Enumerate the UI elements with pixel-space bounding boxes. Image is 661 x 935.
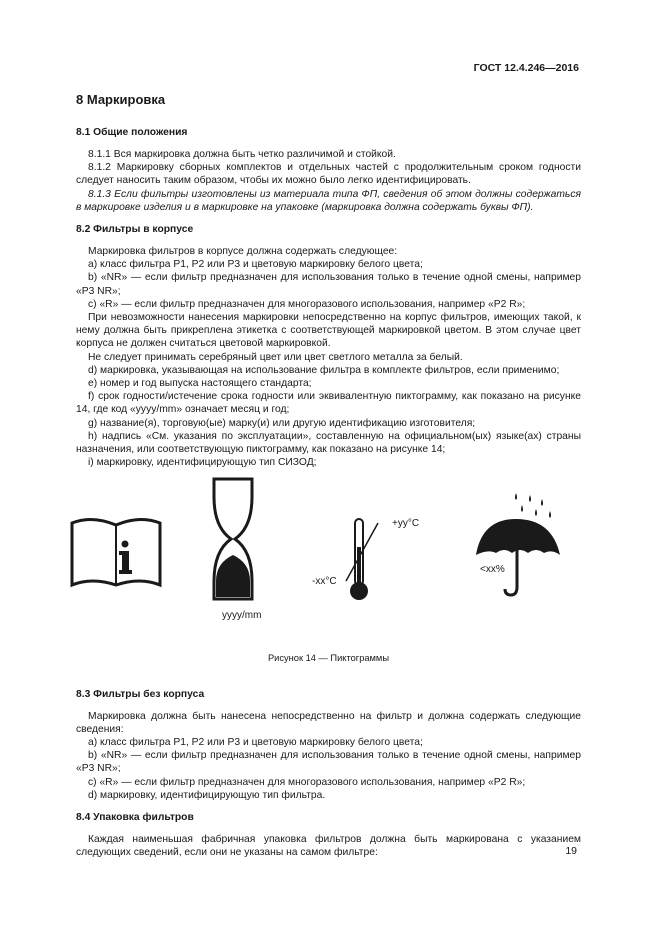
thermometer-icon [342,517,382,603]
s82-note: При невозможности нанесения маркировки непосредственно на корпус фильтров, имеющих такой, к нему должна быть прикреплена этикетка с соответствующей маркировкой цветом. В этом случае цвет корпуса не должен считаться цветовой маркировкой. [76,312,581,350]
paragraph-8-4: Каждая наименьшая фабричная упаковка фильтров должна быть маркирована с указанием следующих сведений, если они не указаны на самом фильтре: [76,834,581,859]
s82-item-d: d) маркировка, указывающая на использование фильтра в комплекте фильтров, если применимо; [88,364,560,376]
hourglass-icon [208,475,258,605]
section-8-2-title: 8.2 Фильтры в корпусе [76,224,194,236]
page-content [76,91,581,860]
s83-item-d: d) маркировку, идентифицирующую тип фильтра. [88,789,326,801]
umbrella-rain-icon [474,491,564,601]
s82-item-c: c) «R» — если фильтр предназначен для многоразового использования, например «P2 R»; [88,298,526,310]
paragraph-8-1-1: 8.1.1 Вся маркировка должна быть четко различимой и стойкой. [88,149,396,160]
s83-item-c: c) «R» — если фильтр предназначен для многоразового использования, например «P2 R»; [88,776,526,788]
s83-item-a: a) класс фильтра Р1, Р2 или Р3 и цветовую маркировку белого цвета; [88,737,423,749]
section-8-1-title: 8.1 Общие положения [76,127,188,138]
s83-line: Маркировка должна быть нанесена непосредственно на фильтр и должна содержать следующие сведения: [76,710,581,735]
s82-item-i: i) маркировку, идентифицирующую тип СИЗОД; [88,457,317,469]
section-8-3-title: 8.3 Фильтры без корпуса [76,688,205,700]
s83-item-b: b) «NR» — если фильтр предназначен для использования только в течение одной смены, например «P3 NR»; [76,750,581,775]
book-info-icon [68,515,164,589]
paragraph-8-1-3: 8.1.3 Если фильтры изготовлены из материала типа ФП, сведения об этом должны содержаться в маркировке изделия и в маркировке на упаковке (маркировка должна содержать буквы ФП). [76,188,581,213]
s82-note-2: Не следует принимать серебряный цвет или цвет светлого металла за белый. [88,351,463,363]
figure-14-caption: Рисунок 14 — Пиктограммы [267,653,390,664]
min-temperature-label: -xx°C [312,576,337,588]
s82-line: Маркировка фильтров в корпусе должна содержать следующее: [88,246,398,258]
s82-item-f: f) срок годности/истечение срока годности или эквивалентную пиктограмму, как показано на рисунке 14, где код «уууу/mm» означает месяц и год; [76,391,581,416]
section-8-4-title: 8.4 Упаковка фильтров [76,812,194,824]
s82-item-a: a) класс фильтра Р1, Р2 или Р3 и цветовую маркировку белого цвета; [88,259,423,271]
figure-14 [76,477,581,652]
s82-item-g: g) название(я), торговую(ые) марку(и) или другую идентификацию изготовителя; [88,417,476,429]
s82-item-b: b) «NR» — если фильтр предназначен для использования только в течение одной смены, например «P3 NR»; [76,272,581,297]
paragraph-8-1-2: 8.1.2 Маркировку сборных комплектов и отдельных частей с продолжительным сроком годности следует наносить таким образом, чтобы их можно было легко идентифицировать. [76,162,581,187]
max-temperature-label: +yy°C [392,518,420,530]
section-8-title: 8 Маркировка [76,92,166,107]
expiry-date-label: yyyy/mm [222,610,262,622]
s82-item-h: h) надпись «См. указания по эксплуатации», составленную на официальном(ых) языке(ах) страны назначения, или соответствующую пиктограмму, как показано на рисунке 14; [76,430,581,456]
s82-item-e: e) номер и год выпуска настоящего стандарта; [88,378,312,390]
standard-header: ГОСТ 12.4.246—2016 [473,62,579,74]
page-number: 19 [565,845,577,857]
humidity-label: <xx% [480,564,505,576]
